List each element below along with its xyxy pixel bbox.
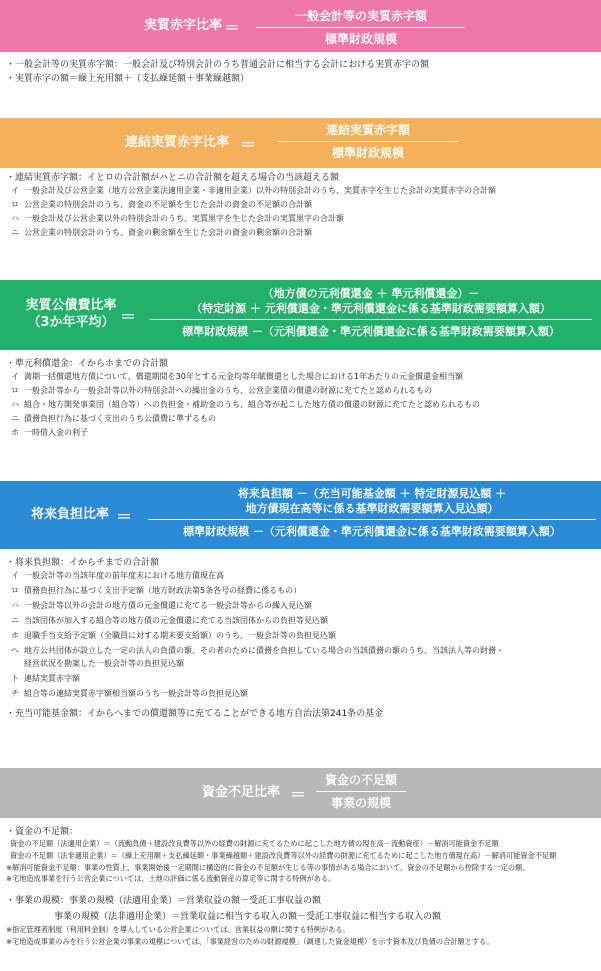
- numerator-line: （地方債の元利償還金 ＋ 準元利償還金）－: [262, 287, 480, 300]
- numerator-line: 将来負担額 －（充当可能基金額 ＋ 特定財源見込額 ＋: [237, 487, 507, 500]
- note-head: ・将来負担額：イからチまでの合計額: [6, 558, 160, 568]
- note-item: [6, 213, 598, 224]
- footnote: ※宅地造成事業のみを行う公営企業の事業の規模については、「事業経営のための財源規模」（調達した資金規模）を示す資本及び負債の合計額とする。: [6, 937, 494, 946]
- note-item: [6, 185, 598, 196]
- item-key: ト: [11, 674, 19, 683]
- formula-fraction: [316, 773, 406, 811]
- notes-future-burden: [6, 556, 598, 721]
- numerator: [232, 486, 512, 519]
- note-item: [6, 585, 598, 596]
- item-text: 公営企業の特別会計のうち、資金の不足額を生じた会計の資金の不足額の合計額: [24, 200, 312, 209]
- band-real-deficit-ratio: [0, 0, 601, 52]
- label-line-sub: （3か年平均）: [27, 315, 115, 330]
- formula-label: 実質赤字比率: [143, 18, 222, 33]
- item-key: ハ: [11, 601, 19, 610]
- note-item: [6, 413, 598, 424]
- item-text: 満期一括償還地方債について、償還期間を30年とする元金均等年賦償還とした場合における1年あたりの元金償還金相当額: [24, 372, 463, 381]
- item-text: 一般会計等以外の会計の地方債の元金償還に充てる一般会計等からの繰入見込額: [24, 601, 312, 610]
- formula-fraction: [150, 286, 592, 339]
- numerator-line: 地方債現在高等に係る基準財政需要額算入見込額）: [245, 502, 499, 515]
- numerator: [185, 286, 557, 319]
- equals-sign: ＝: [120, 307, 137, 326]
- scale-line: ・事業の規模：事業の規模（法適用企業）＝営業収益の額－受託工事収益の額: [6, 896, 322, 906]
- item-text: 当該団体が加入する組合等の地方債の元金償還に充てる当該団体からの負担等見込額: [24, 616, 328, 625]
- item-key: ホ: [11, 631, 19, 640]
- formula-line: 資金の不足額（法非適用企業）＝（繰上充用額＋支払繰延額・事業繰越額＋建設改良費等以外の経費の財源に充てるために起こした地方債現在高）－解消可能資金不足額: [10, 851, 557, 860]
- item-key: ヘ: [11, 646, 19, 655]
- footnote: ※宅地造成事業を行う公営企業については、土地の評価に係る流動資産の算定等に関する特例がある。: [6, 874, 336, 883]
- item-text: 一般会計等から一般会計等以外の特別会計への繰出金のうち、公営企業債の償還の財源に充てたと認められるもの: [24, 386, 432, 395]
- item-text: 一時借入金の利子: [24, 428, 88, 437]
- numerator-line: （特定財源 ＋ 元利償還金・準元利償還金に係る基準財政需要額算入額）: [191, 302, 551, 315]
- item-text: 一般会計等の当該年度の前年度末における地方債現在高: [24, 571, 224, 580]
- note-item: [6, 658, 598, 669]
- formula-label: 連結実質赤字比率: [124, 135, 229, 150]
- denominator: 標準財政規模: [324, 32, 397, 46]
- note-item: [6, 399, 598, 410]
- band-debt-service-ratio: [0, 280, 601, 350]
- item-key: ニ: [11, 228, 19, 237]
- numerator: 一般会計等の実質赤字額: [294, 9, 427, 23]
- note-item: [6, 630, 598, 641]
- note-line: ・実質赤字の額＝繰上充用額＋（支払繰延額＋事業繰越額）: [6, 74, 250, 84]
- item-text: 一般会計及び公営企業（地方公営企業法適用企業・非適用企業）以外の特別会計のうち、実質赤字を生じた会計の実質赤字の合計額: [24, 186, 496, 195]
- label-line: 実質公債費比率: [25, 298, 117, 313]
- item-text: 債務負担行為に基づく支出予定額（地方財政法第5条各号の経費に係るもの）: [24, 586, 302, 595]
- equals-sign: ＝: [116, 507, 133, 526]
- item-key: ニ: [11, 414, 19, 423]
- note-item: [6, 371, 598, 382]
- note-tail: ・充当可能基金額：イからヘまでの償還額等に充てることができる地方自治法第241条の基金: [6, 709, 384, 719]
- note-item: [6, 385, 598, 396]
- note-item: [6, 227, 598, 238]
- formula-fraction: [148, 486, 596, 539]
- denominator: 事業の規模: [330, 796, 391, 810]
- item-text: 債務負担行為に基づく支出のうち公債費に準ずるもの: [24, 414, 216, 423]
- item-text: 一般会計及び公営企業以外の特別会計のうち、実質黒字を生じた会計の実質黒字の合計額: [24, 214, 344, 223]
- item-key: ロ: [11, 386, 19, 395]
- item-key: ニ: [11, 616, 19, 625]
- equals-sign: ＝: [240, 135, 257, 154]
- note-item: [6, 427, 598, 438]
- formula-fraction: [278, 123, 458, 161]
- note-head: ・連結実質赤字額：イとロの合計額がハとニの合計額を超える場合の当該超える額: [6, 173, 340, 183]
- note-item: [6, 570, 598, 581]
- equals-sign: ＝: [290, 785, 307, 804]
- note-head: ・準元利償還金：イからホまでの合計額: [6, 359, 169, 369]
- notes-consolidated-deficit: [6, 171, 598, 238]
- note-head: ・資金の不足額：: [6, 827, 79, 837]
- scale-line: 事業の規模（法非適用企業）＝営業収益に相当する収入の額－受託工事収益に相当する収入の額: [54, 912, 442, 922]
- band-fund-shortage-ratio: [0, 768, 601, 818]
- note-line: ・一般会計等の実質赤字額：一般会計及び特別会計のうち普通会計に相当する会計における実質赤字の額: [6, 60, 430, 70]
- footnote: ※解消可能資金不足額：事業の性質上、事業開始後一定期間に構造的に資金の不足額が生じる等の事情がある場合において、資金の不足額から控除する一定の額。: [6, 863, 530, 872]
- equals-sign: ＝: [224, 18, 241, 37]
- band-future-burden-ratio: [0, 481, 601, 549]
- item-key: [6, 658, 24, 669]
- formula-label: 資金不足比率: [201, 785, 280, 800]
- formula-label: [6, 297, 136, 331]
- item-text: 地方公共団体が設立した一定の法人の負債の額、その者のために債務を負担している場合の当該債務の額のうち、当該法人等の財務・: [24, 646, 504, 655]
- item-text: 公営企業の特別会計のうち、資金の剰余額を生じた会計の資金の剰余額の合計額: [24, 228, 312, 237]
- item-key: ロ: [11, 200, 19, 209]
- item-text: 経営状況を勘案した一般会計等の負担見込額: [24, 659, 184, 668]
- item-text: 退職手当支給予定額（全職員に対する期末要支給額）のうち、一般会計等の負担見込額: [24, 631, 336, 640]
- note-item: [6, 199, 598, 210]
- notes-debt-service: [6, 357, 598, 438]
- item-key: チ: [11, 689, 19, 698]
- item-text: 組合等の連結実質赤字額相当額のうち一般会計等の負担見込額: [24, 689, 248, 698]
- note-item: [6, 615, 598, 626]
- item-key: ハ: [11, 214, 19, 223]
- item-text: 組合・地方開発事業団（組合等）への負担金・補助金のうち、組合等が起こした地方債の償還の財源に充てたと認められるもの: [24, 400, 480, 409]
- denominator: 標準財政規模 －（元利償還金・準元利償還金に係る基準財政需要額算入額）: [182, 325, 560, 338]
- numerator: 連結実質赤字額: [325, 123, 410, 137]
- formula-label: 将来負担比率: [30, 507, 109, 522]
- item-key: イ: [11, 186, 19, 195]
- note-item: [6, 645, 598, 656]
- denominator: 標準財政規模: [331, 146, 404, 160]
- numerator: 資金の不足額: [324, 773, 397, 787]
- note-item: [6, 600, 598, 611]
- notes-fund-shortage: [6, 825, 598, 947]
- band-consolidated-deficit-ratio: [0, 118, 601, 168]
- formula-line: 資金の不足額（法適用企業）＝（流動負債＋建設改良費等以外の経費の財源に充てるために起こした地方債の現在高－流動資産）－解消可能資金不足額: [10, 839, 499, 848]
- item-key: ロ: [11, 586, 19, 595]
- notes-real-deficit: [6, 58, 598, 86]
- denominator: 標準財政規模 －（元利償還金・準元利償還金に係る基準財政需要額算入額）: [183, 525, 561, 538]
- item-key: イ: [11, 372, 19, 381]
- item-key: ハ: [11, 400, 19, 409]
- footnote: ※指定管理者制度（利用料金制）を導入している公営企業については、営業収益の額に関する特例がある。: [6, 925, 350, 934]
- formula-fraction: [256, 9, 466, 47]
- note-item: [6, 688, 598, 699]
- item-key: ホ: [11, 428, 19, 437]
- item-key: イ: [11, 571, 19, 580]
- note-item: [6, 673, 598, 684]
- item-text: 連結実質赤字額: [24, 674, 80, 683]
